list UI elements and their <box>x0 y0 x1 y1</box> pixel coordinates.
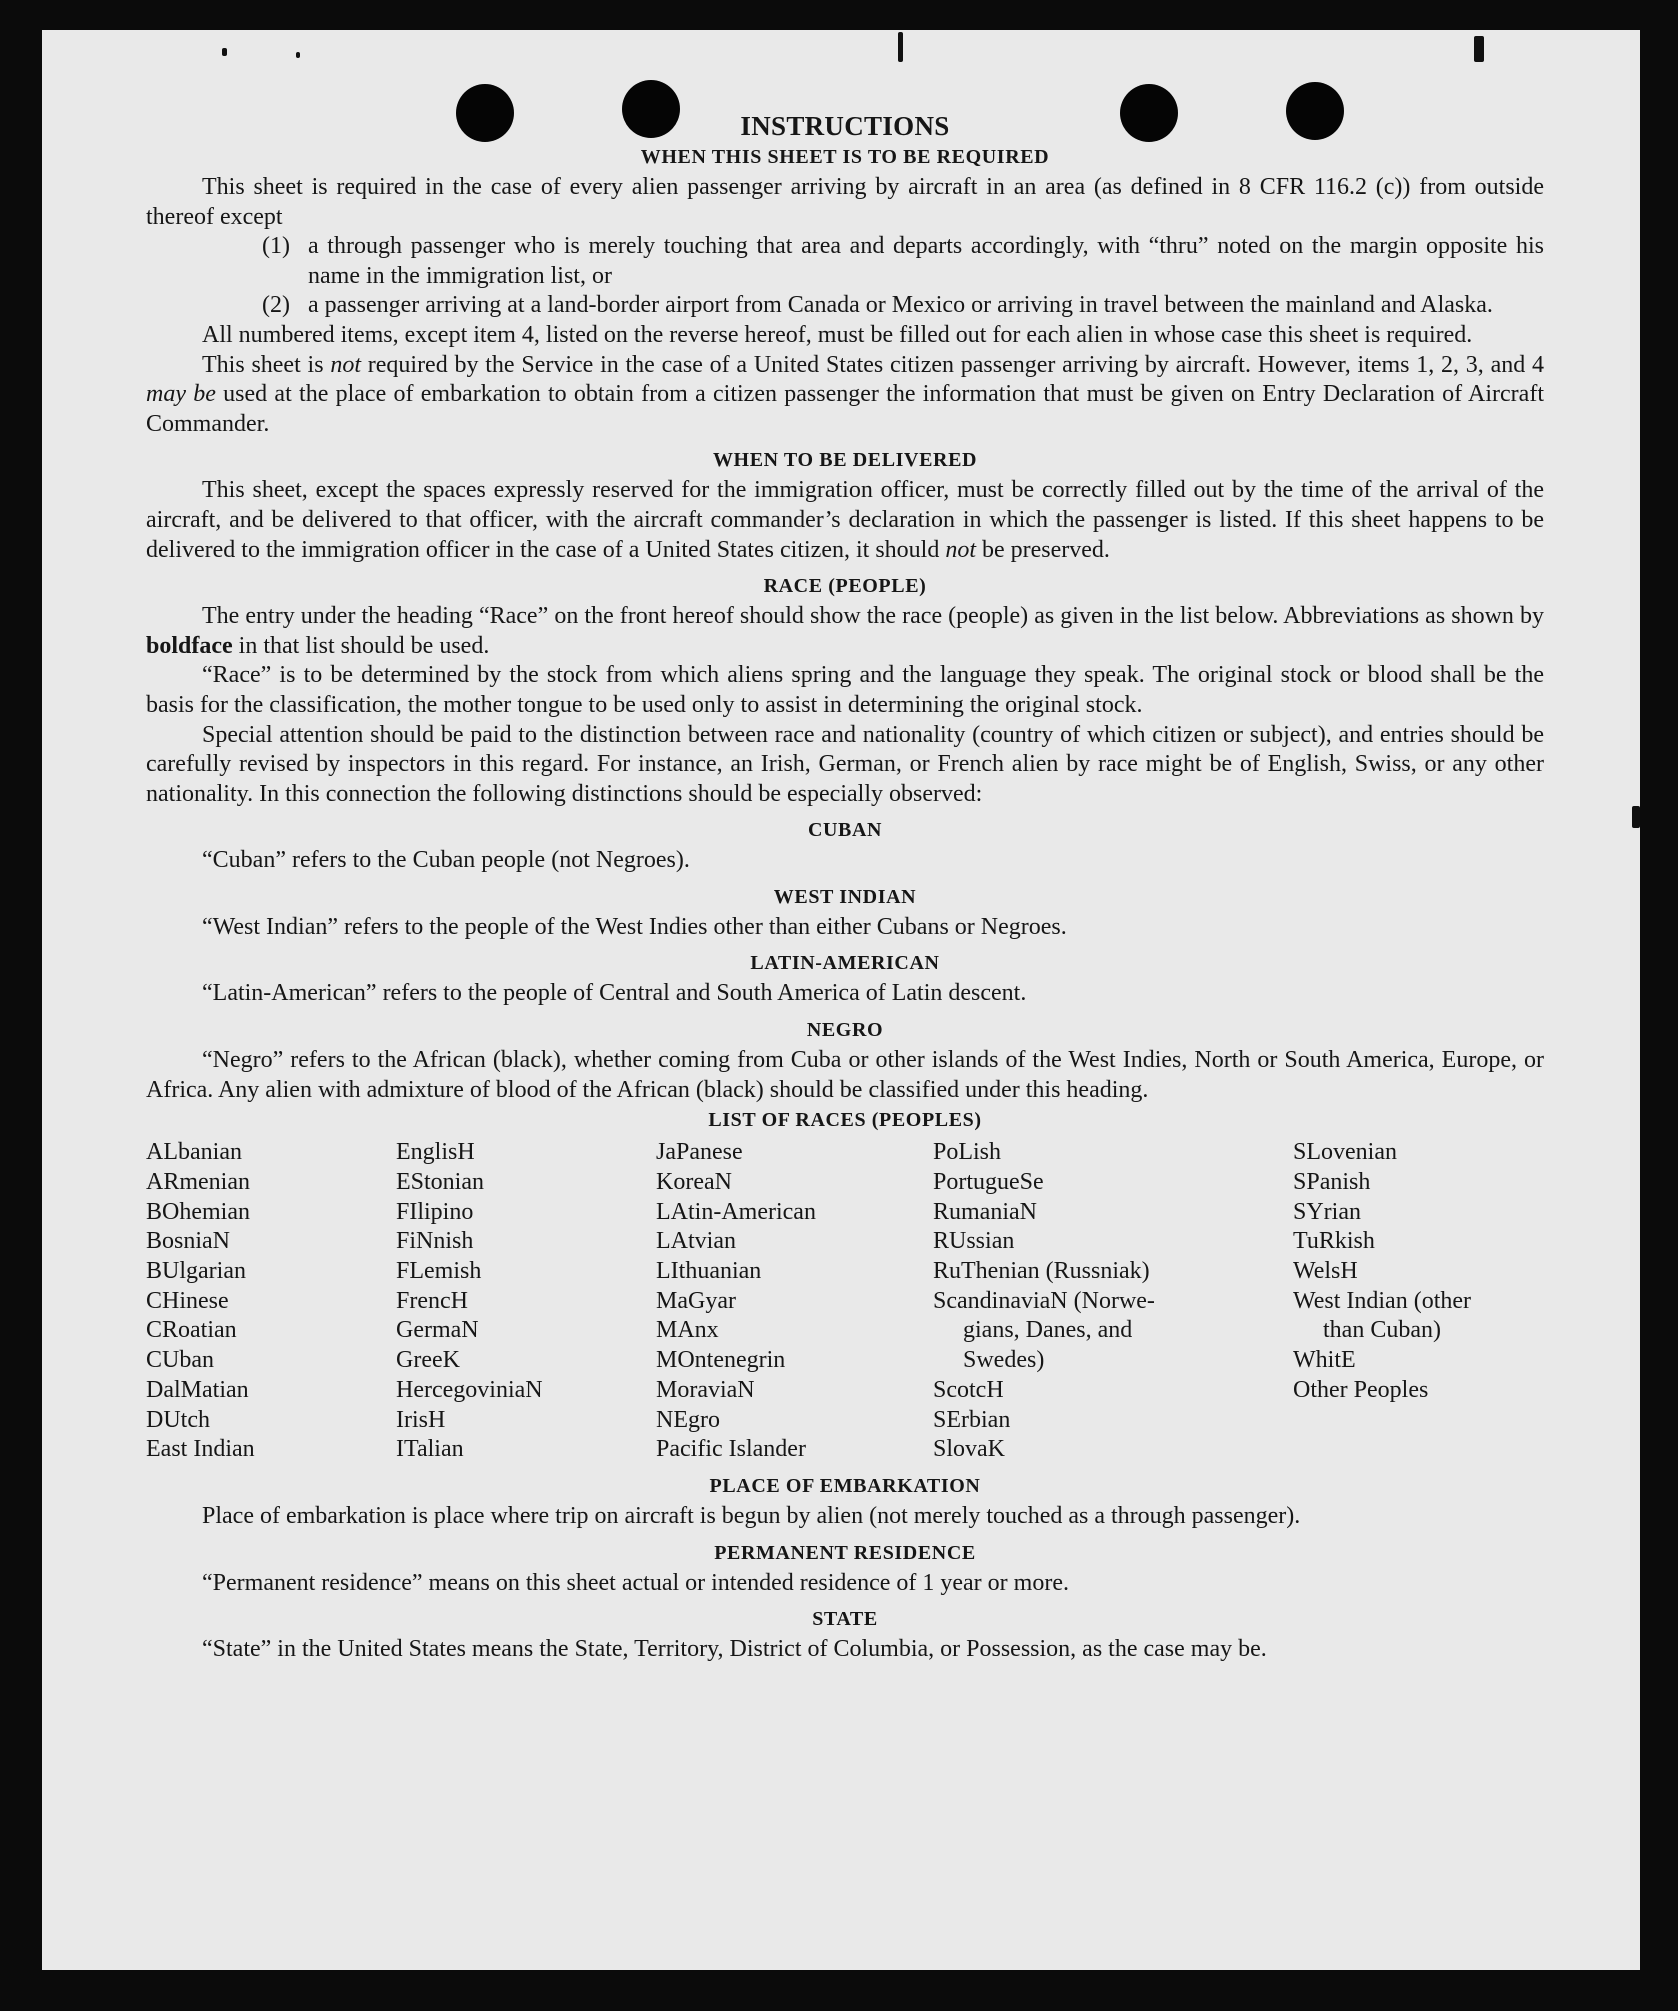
race-entry: East Indian <box>146 1436 255 1463</box>
race-entry: NEgro <box>656 1406 720 1433</box>
text-run: used at the place of embarkation to obtain from a citizen passenger the information that must be given on Entry Declaration of Aircraft Commander. <box>146 381 1544 437</box>
heading-west-indian: WEST INDIAN <box>773 885 917 908</box>
race-entry: HercegoviniaN <box>396 1376 543 1403</box>
citizen-paragraph <box>146 351 1544 440</box>
race-column-4 <box>933 1138 1293 1465</box>
text-run: The entry under the heading “Race” on the front hereof should show the race (people) as given in the list below. Abbreviations as shown by <box>202 603 1544 630</box>
race-entry: ITalian <box>396 1436 464 1463</box>
race-entry: RuThenian (Russniak) <box>933 1258 1150 1285</box>
race-entry: LIthuanian <box>656 1258 762 1285</box>
race-entry: SYrian <box>1293 1198 1361 1225</box>
heading-embarkation: PLACE OF EMBARKATION <box>709 1474 981 1497</box>
race-entry: MaGyar <box>656 1287 736 1314</box>
race-entry: MAnx <box>656 1317 719 1344</box>
race-entry: BosniaN <box>146 1228 230 1255</box>
exception-item-2 <box>146 291 1544 321</box>
race-entry: KoreaN <box>656 1168 732 1195</box>
race-paragraph-3: Special attention should be paid to the distinction between race and nationality (country of which citizen or subject), and entries should be carefully revised by inspectors in this regard. For instance, an Irish, German, or French alien by race might be of English, Swiss, or any other nationality. In this connection the following distinctions should be especially observed: <box>146 721 1544 807</box>
race-entry: ScandinaviaN (Norwe- <box>933 1287 1155 1314</box>
exception-item-1 <box>146 232 1544 291</box>
heading-when-required: WHEN THIS SHEET IS TO BE REQUIRED <box>640 146 1050 168</box>
exception-number: (2) <box>262 292 290 319</box>
race-entry: RumaniaN <box>933 1198 1037 1225</box>
race-entry: JaPanese <box>656 1139 743 1166</box>
race-entry: gians, Danes, and <box>963 1317 1133 1344</box>
heading-latin-american: LATIN-AMERICAN <box>750 952 940 975</box>
race-entry: FLemish <box>396 1258 482 1285</box>
race-entry: CRoatian <box>146 1317 237 1344</box>
exception-number: (1) <box>262 233 290 260</box>
race-entry: FiNnish <box>396 1228 474 1255</box>
boldface-word: boldface <box>146 632 233 659</box>
race-entry: PoLish <box>933 1139 1002 1166</box>
race-entry: FrencH <box>396 1287 468 1314</box>
speck-mark <box>1632 806 1640 828</box>
instructions-content <box>146 110 1544 1665</box>
race-entry: SErbian <box>933 1406 1011 1433</box>
text-run: required by the Service in the case of a United States citizen passenger arriving by aircraft. However, items 1, 2, 3, and 4 <box>360 351 1544 378</box>
speck-mark <box>296 52 300 58</box>
race-entry: BUlgarian <box>146 1258 246 1285</box>
race-entry: West Indian (other <box>1293 1287 1472 1314</box>
race-entry: EStonian <box>396 1168 484 1195</box>
text-run: in that list should be used. <box>232 632 490 659</box>
race-paragraph-2: “Race” is to be determined by the stock from which aliens spring and the language they speak. The original stock or blood shall be the basis for the classification, the mother tongue to be used only to assist in determining the original stock. <box>146 662 1544 718</box>
speck-mark <box>1474 36 1484 62</box>
race-entry: BOhemian <box>146 1198 250 1225</box>
numbered-items-paragraph: All numbered items, except item 4, listed on the reverse hereof, must be filled out for each alien in whose case this sheet is required. <box>202 321 1473 348</box>
race-entry: WelsH <box>1293 1258 1358 1285</box>
race-entry: ScotcH <box>933 1376 1004 1403</box>
race-entry: FIlipino <box>396 1198 474 1225</box>
race-column-3 <box>656 1138 933 1465</box>
race-entry: than Cuban) <box>1323 1317 1441 1344</box>
race-list <box>146 1138 1544 1465</box>
race-entry: CHinese <box>146 1287 229 1314</box>
race-entry: LAtvian <box>656 1228 736 1255</box>
heading-when-delivered: WHEN TO BE DELIVERED <box>712 449 978 472</box>
text-run: This sheet, except the spaces expressly reserved for the immigration officer, must be correctly filled out by the time of the arrival of the aircraft, and be delivered to that officer, with the aircraft commander’s declaration in which the passenger is listed. If this sheet happens to be delivered to the immigration officer in the case of a United States citizen, it should <box>146 477 1544 563</box>
race-entry: DUtch <box>146 1406 210 1433</box>
latin-american-text: “Latin-American” refers to the people of Central and South America of Latin descent. <box>202 980 1027 1007</box>
heading-cuban: CUBAN <box>807 819 883 842</box>
race-entry: ALbanian <box>146 1139 242 1166</box>
race-entry: CUban <box>146 1347 214 1374</box>
west-indian-text: “West Indian” refers to the people of the West Indies other than either Cubans or Negroes. <box>202 913 1067 940</box>
race-column-1 <box>146 1138 396 1465</box>
race-entry: Other Peoples <box>1293 1376 1429 1403</box>
race-entry: PortugueSe <box>933 1168 1044 1195</box>
emphasis-may-be: may be <box>146 381 216 408</box>
race-column-2 <box>396 1138 656 1465</box>
heading-negro: NEGRO <box>806 1019 884 1042</box>
speck-mark <box>898 32 903 62</box>
race-entry: MOntenegrin <box>656 1347 786 1374</box>
race-entry: RUssian <box>933 1228 1015 1255</box>
race-entry: Pacific Islander <box>656 1436 806 1463</box>
emphasis-not: not <box>945 536 976 563</box>
heading-residence: PERMANENT RESIDENCE <box>714 1541 976 1564</box>
page-title: INSTRUCTIONS <box>740 111 950 141</box>
when-delivered-text <box>146 476 1544 565</box>
exception-text: a through passenger who is merely touching that area and departs accordingly, with “thru” noted on the margin opposite his name in the immigration list, or <box>308 233 1544 289</box>
race-entry: SPanish <box>1293 1168 1371 1195</box>
document-sheet <box>42 30 1640 1970</box>
race-entry: ARmenian <box>146 1168 250 1195</box>
embarkation-text: Place of embarkation is place where trip on aircraft is begun by alien (not merely touched as a through passenger). <box>202 1502 1301 1529</box>
heading-list-of-races: LIST OF RACES (PEOPLES) <box>708 1109 982 1132</box>
race-paragraph-1 <box>146 602 1544 661</box>
race-entry: TuRkish <box>1293 1228 1375 1255</box>
heading-state: STATE <box>812 1608 878 1631</box>
race-entry: EnglisH <box>396 1139 475 1166</box>
speck-mark <box>222 48 227 56</box>
race-column-5 <box>1293 1138 1544 1465</box>
residence-text: “Permanent residence” means on this sheet actual or intended residence of 1 year or more. <box>202 1569 1069 1596</box>
text-run: be preserved. <box>976 536 1110 563</box>
race-entry: WhitE <box>1293 1347 1356 1374</box>
state-text: “State” in the United States means the State, Territory, District of Columbia, or Possession, as the case may be. <box>202 1636 1267 1663</box>
race-entry: DalMatian <box>146 1376 249 1403</box>
race-entry: IrisH <box>396 1406 446 1433</box>
race-entry: LAtin-American <box>656 1198 816 1225</box>
negro-text: “Negro” refers to the African (black), whether coming from Cuba or other islands of the West Indies, North or South America, Europe, or Africa. Any alien with admixture of blood of the African (black) should be classified under this heading. <box>146 1047 1544 1103</box>
race-entry: Swedes) <box>963 1347 1045 1374</box>
race-entry: SLovenian <box>1293 1139 1397 1166</box>
when-required-intro: This sheet is required in the case of every alien passenger arriving by aircraft in an area (as defined in 8 CFR 116.2 (c)) from outside thereof except <box>146 174 1544 230</box>
heading-race: RACE (PEOPLE) <box>763 575 927 598</box>
text-run: This sheet is <box>202 351 331 378</box>
race-entry: GermaN <box>396 1317 479 1344</box>
cuban-text: “Cuban” refers to the Cuban people (not Negroes). <box>202 847 690 874</box>
race-entry: SlovaK <box>933 1436 1005 1463</box>
exception-text: a passenger arriving at a land-border airport from Canada or Mexico or arriving in travel between the mainland and Alaska. <box>308 292 1493 319</box>
race-entry: MoraviaN <box>656 1376 755 1403</box>
emphasis-not: not <box>330 351 361 378</box>
race-entry: GreeK <box>396 1347 460 1374</box>
